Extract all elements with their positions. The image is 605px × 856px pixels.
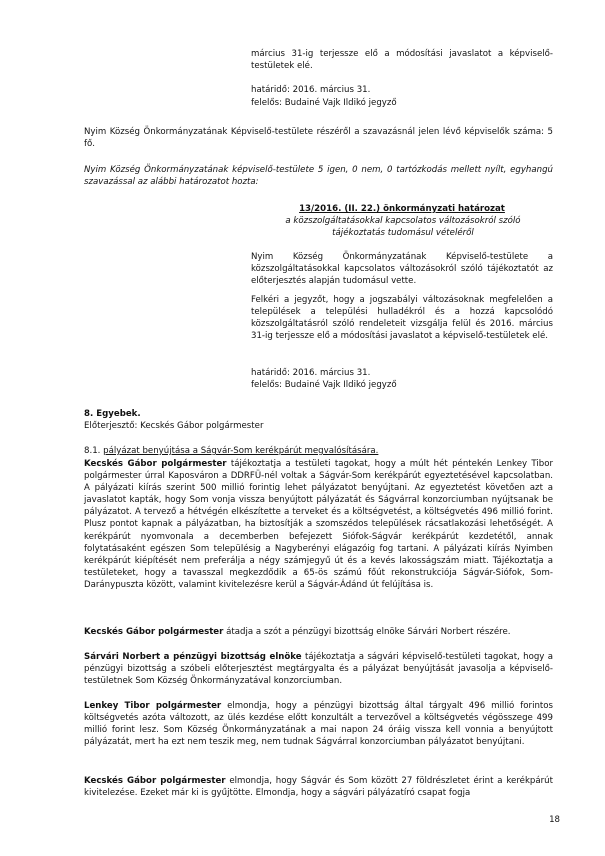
paragraph-text: tájékoztatja a ságvári képviselő-testületi tagokat, hogy a pénzügyi bizottság a szóbeli előterjesztést megtárgyalta és a pályázat benyújtását javasolja a képviselő-testületnek Som Község Önkormányzatával konzorciumban. [84, 652, 553, 687]
resolution-deadline: határidő: 2016. március 31. [251, 368, 371, 378]
top-paragraph: március 31-ig terjessze elő a módosítási javaslatot a képviselő-testületek elé. [251, 49, 553, 72]
speaker-name: Lenkey Tibor polgármester [84, 701, 222, 711]
resolution-subtitle: a közszolgáltatásokkal kapcsolatos változásokról szóló tájékoztatás tudomásul vételéről [285, 216, 521, 239]
resolution-title: 13/2016. (II. 22.) önkormányzati határozat [299, 204, 505, 214]
paragraph-text: elmondja, hogy Ságvár és Som között 27 földrészletet érint a kerékpárút kivitelezése. Ezeket már ki is gyűjtötte. Elmondja, hogy a ságvári pályázatíró csapat fogja [84, 776, 553, 799]
speaker-name: Sárvári Norbert a pénzügyi bizottság elnöke [84, 652, 302, 662]
attendance-text: Nyim Község Önkormányzatának Képviselő-testülete részéről a szavazásnál jelen lévő képviselők száma: 5 fő. [84, 127, 553, 150]
speaker-name: Kecskés Gábor polgármester [84, 459, 227, 469]
minutes-paragraph [84, 651, 553, 687]
minutes-paragraph [84, 775, 553, 799]
page-number: 18 [549, 815, 560, 825]
paragraph-text: tájékoztatja a testületi tagokat, hogy a múlt hét péntekén Lenkey Tibor polgármester úrral Kaposváron a DDRFÜ-nél voltak a Ságvár-Som kerékpárút egyeztetésével kapcsolatban. A pályázati kiírás szerint 500 millió forintig lehet pályázatot benyújtani. Az egyeztetést követően azt a javaslatot kapták, hogy Som vonja vissza benyújtott pályázatát és Ságvárral konzorciumban nyújtsanak be pályázatot. A tervező a hétvégén elkészítette a terveket és a költségvetést, a költségvetés 496 millió forint. Plusz pontot kapnak a pályázatban, ha biztosítják a szomszédos települések rácsatlakozási lehetőségét. A kerékpárút nyomvonala a decemberben befejezett Siófok-Ságvár kerékpárút kezdetétől, annak folytatásaként egészen Som településig a Nagyberényi elágazóig fog tartani. A pályázati kiírás Nyimben kerékpárút kiépítését nem preferálja a négy számjegyű út és a kevés lakosságszám miatt. Tájékoztatja a testületeket, hogy a tavasszal megkezdődik a 65-ös számú főút rekonstrukciója Ságvár-Siófok, Som-Daránypuszta között, valamint kivitelezésre kerül a Ságvár-Ádánd út felújítása is. [84, 459, 553, 590]
speaker-name: Kecskés Gábor polgármester [84, 627, 224, 637]
top-deadline: határidő: 2016. március 31. [251, 85, 371, 95]
speaker-name: Kecskés Gábor polgármester [84, 776, 226, 786]
minutes-paragraph [84, 700, 553, 748]
minutes-paragraph [84, 626, 553, 638]
agenda-item [84, 445, 553, 457]
section-heading: 8. Egyebek. [84, 409, 141, 419]
resolution-paragraph-1: Nyim Község Önkormányzatának Képviselő-testülete a közszolgáltatásokkal kapcsolatos változásokról szóló tájékoztatót az előterjesztés alapján tudomásul vette. [251, 252, 553, 287]
agenda-item-number: 8.1. [84, 446, 101, 456]
agenda-item-title: pályázat benyújtása a Ságvár-Som kerékpárút megvalósítására. [103, 446, 379, 456]
resolution-responsible: felelős: Budainé Vajk Ildikó jegyző [251, 380, 397, 390]
minutes-paragraph [84, 458, 553, 591]
paragraph-text: elmondja, hogy a pénzügyi bizottság által tárgyalt 496 millió forintos költségvetés azóta változott, az ülés kezdése előtt konzultált a tervezővel a költségvetés végösszege 499 millió forint lesz. Som Község Önkormányzatának a mai napon 24 óráig vissza kell vonnia a benyújtott pályázatát, mert ha ezt nem teszik meg, nem tudnak Ságvárral konzorciumban pályázatot benyújtani. [84, 701, 554, 748]
top-responsible: felelős: Budainé Vajk Ildikó jegyző [251, 98, 397, 108]
section-presenter: Előterjesztő: Kecskés Gábor polgármester [84, 421, 264, 431]
paragraph-text: átadja a szót a pénzügyi bizottság elnöke Sárvári Norbert részére. [223, 627, 511, 637]
resolution-paragraph-2: Felkéri a jegyzőt, hogy a jogszabályi változásoknak megfelelően a települések a települési hulladékról és a hozzá kapcsolódó közszolgáltatásról szóló rendeleteit vizsgálja felül és 2016. március 31-ig terjessze elő a módosítási javaslatot a képviselő-testületek elé. [251, 295, 553, 342]
vote-text: Nyim Község Önkormányzatának képviselő-testülete 5 igen, 0 nem, 0 tartózkodás mellett nyílt, egyhangú szavazással az alábbi határozatot hozta: [84, 165, 553, 188]
